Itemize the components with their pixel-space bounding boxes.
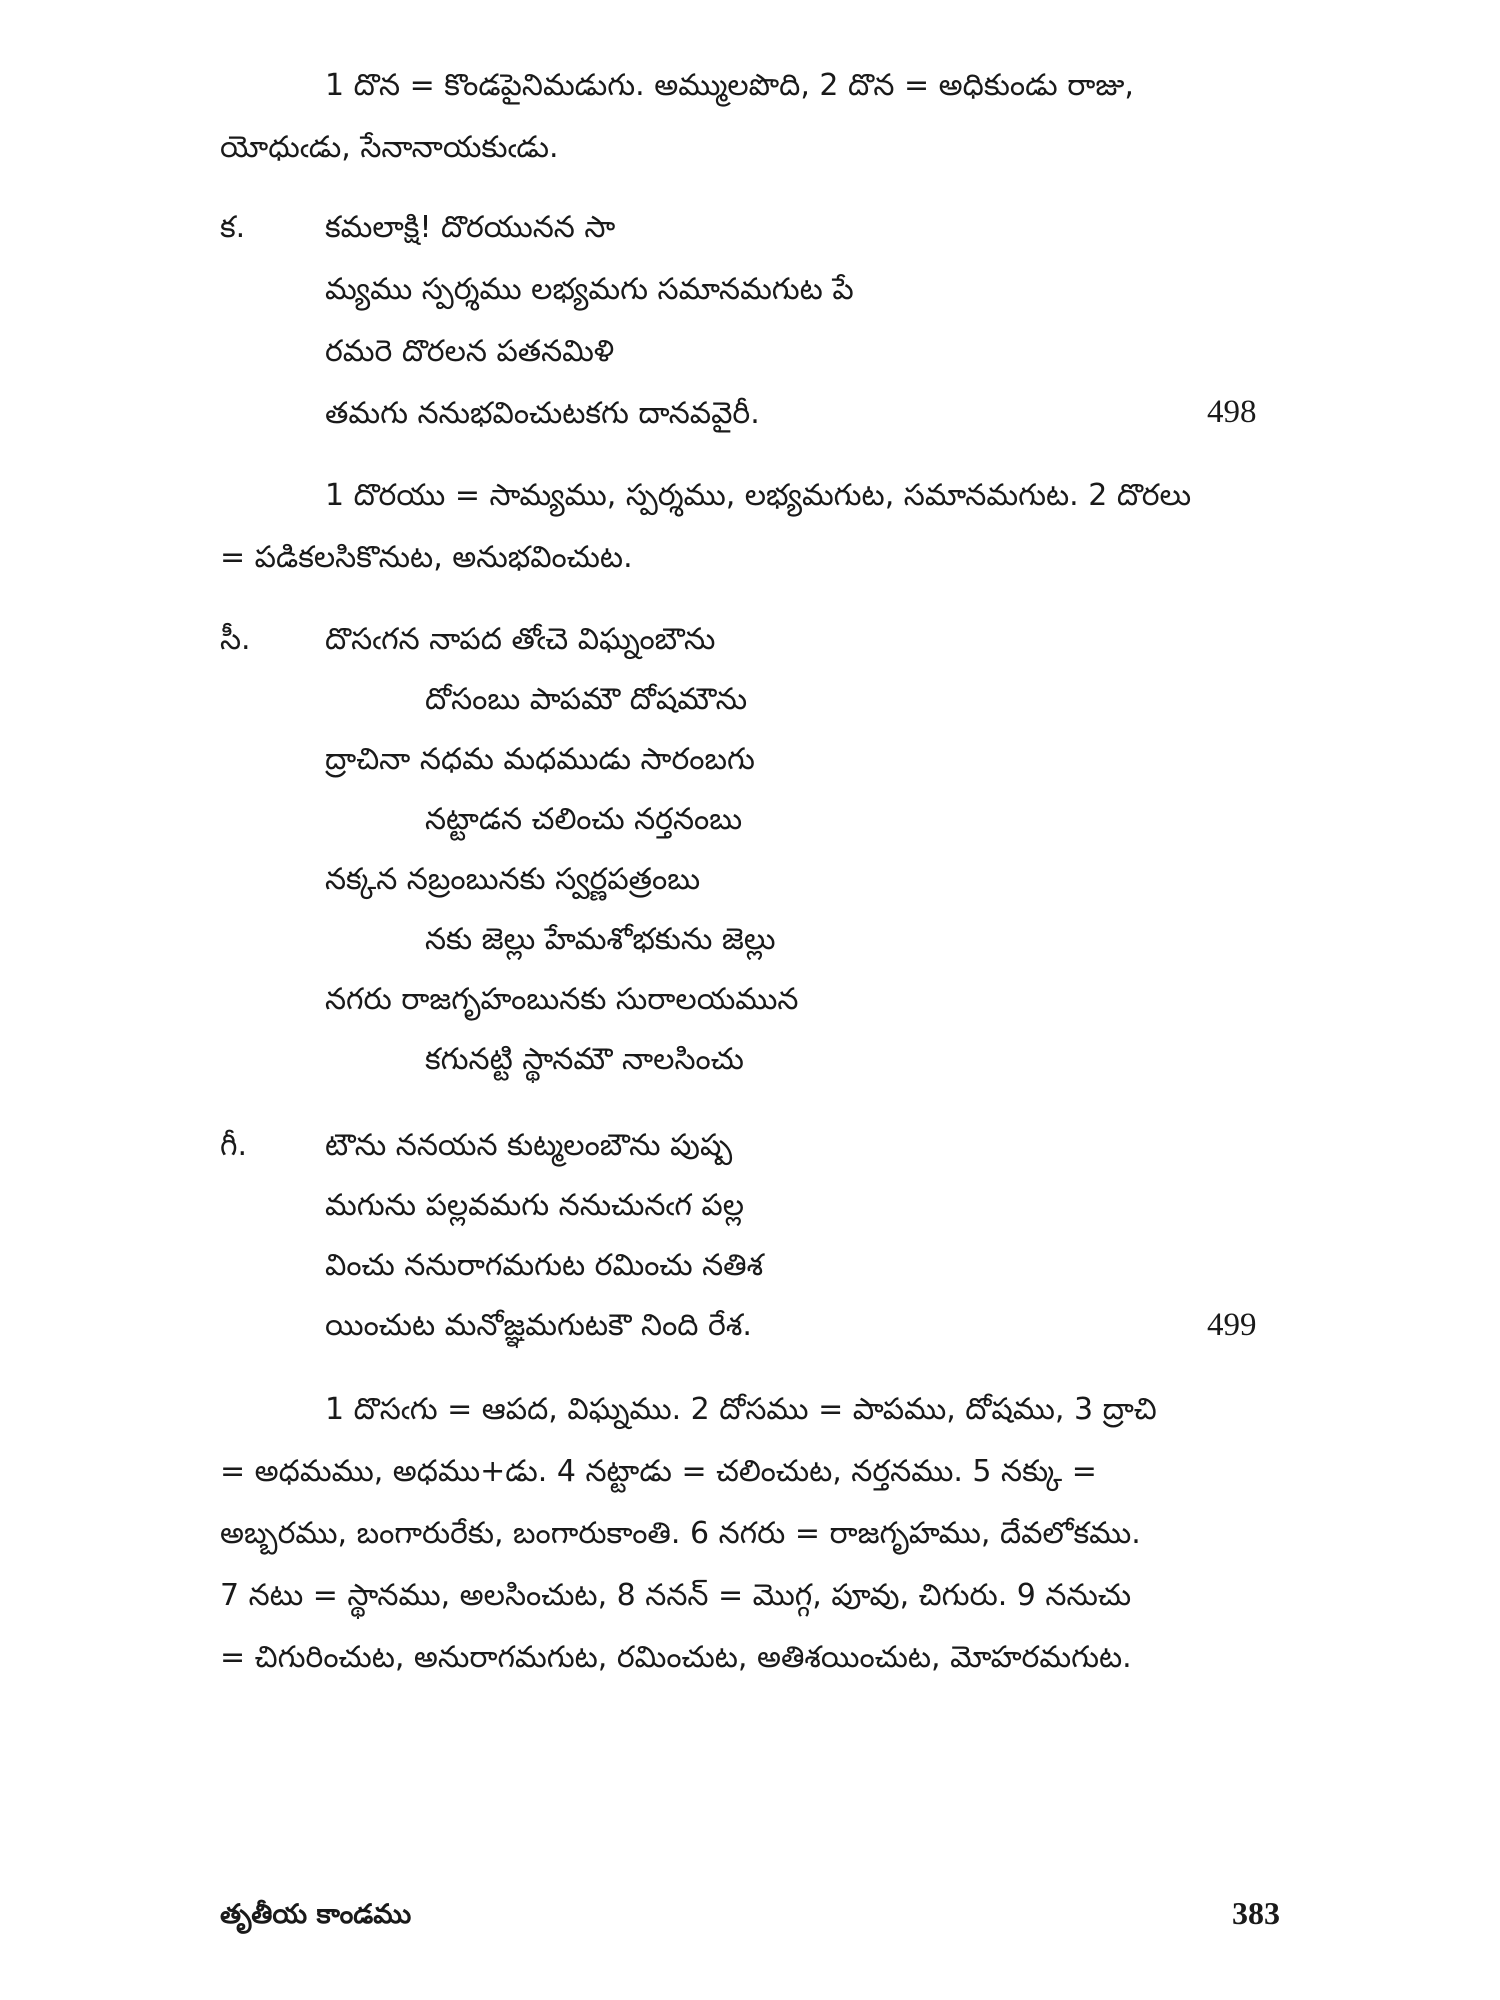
gloss-line: = చిగురించుట, అనురాగమగుట, రమించుట, అతిశయించుట, మోహరమగుట. [220,1640,1132,1675]
gloss-line: అబ్బరము, బంగారురేకు, బంగారుకాంతి. 6 నగరు = రాజగృహము, దేవలోకము. [220,1516,1141,1551]
verse-line: రమరె దొరలన పతనమిళి [325,334,615,369]
verse-line: నక్కన నబ్రంబునకు స్వర్ణపత్రంబు [325,862,701,897]
running-footer-title: తృతీయ కాండము [220,1899,412,1930]
verse-line: నగరు రాజగృహంబునకు సురాలయమున [325,982,799,1017]
verse-line: దొసఁగన నాపద తోఁచె విఘ్నంబౌను [325,622,716,657]
verse-number: 499 [1207,1307,1257,1343]
verse-meter-marker: సీ. [220,622,251,657]
gloss-line: యోధుఁడు, సేనానాయకుఁడు. [220,130,559,165]
verse-line: మగును పల్లవమగు ననుచునఁగ పల్ల [325,1188,744,1223]
verse-line: తమగు ననుభవించుటకగు దానవవైరీ. [325,396,760,431]
verse-line: టౌను ననయన కుట్మలంబౌను పుష్ప [325,1128,733,1163]
gloss-line: 1 దొసఁగు = ఆపద, విఘ్నము. 2 దోసము = పాపము, దోషము, 3 ద్రాచి [325,1392,1157,1427]
verse-line: వించు ననురాగమగుట రమించు నతిశ [325,1248,764,1283]
gloss-line: 1 దొన = కొండపైనిమడుగు. అమ్ములపొది, 2 దొన = అధికుండు రాజు, [325,68,1134,103]
verse-line: మ్యము స్పర్శము లభ్యమగు సమానమగుట పే [325,272,854,307]
verse-line: నకు జెల్లు హేమశోభకును జెల్లు [425,922,776,957]
gloss-line: 1 దొరయు = సామ్యము, స్పర్శము, లభ్యమగుట, సమానమగుట. 2 దొరలు [325,478,1192,513]
verse-line: ద్రాచినా నధమ మధముడు సారంబగు [325,742,755,777]
page-number: 383 [1232,1895,1280,1931]
verse-meter-marker: క. [220,210,246,245]
verse-number: 498 [1207,394,1257,430]
gloss-line: = పడికలసికొనుట, అనుభవించుట. [220,540,633,575]
gloss-line: = అధమము, అధము+డు. 4 నట్టాడు = చలించుట, నర్తనము. 5 నక్కు = [220,1454,1097,1489]
gloss-line: 7 నటు = స్థానము, అలసించుట, 8 ననన్ = మొగ్గ, పూవు, చిగురు. 9 ననుచు [220,1578,1132,1613]
verse-line: కమలాక్షి! దొరయునన సా [325,210,616,245]
verse-meter-marker: గీ. [220,1128,248,1163]
verse-line: నట్టాడన చలించు నర్తనంబు [425,802,743,837]
verse-line: దోసంబు పాపమౌ దోషమౌను [425,682,748,717]
verse-line: కగునట్టి స్థానమౌ నాలసించు [425,1042,744,1077]
verse-line: యించుట మనోజ్ఞమగుటకౌ నింది రేశ. [325,1308,752,1343]
